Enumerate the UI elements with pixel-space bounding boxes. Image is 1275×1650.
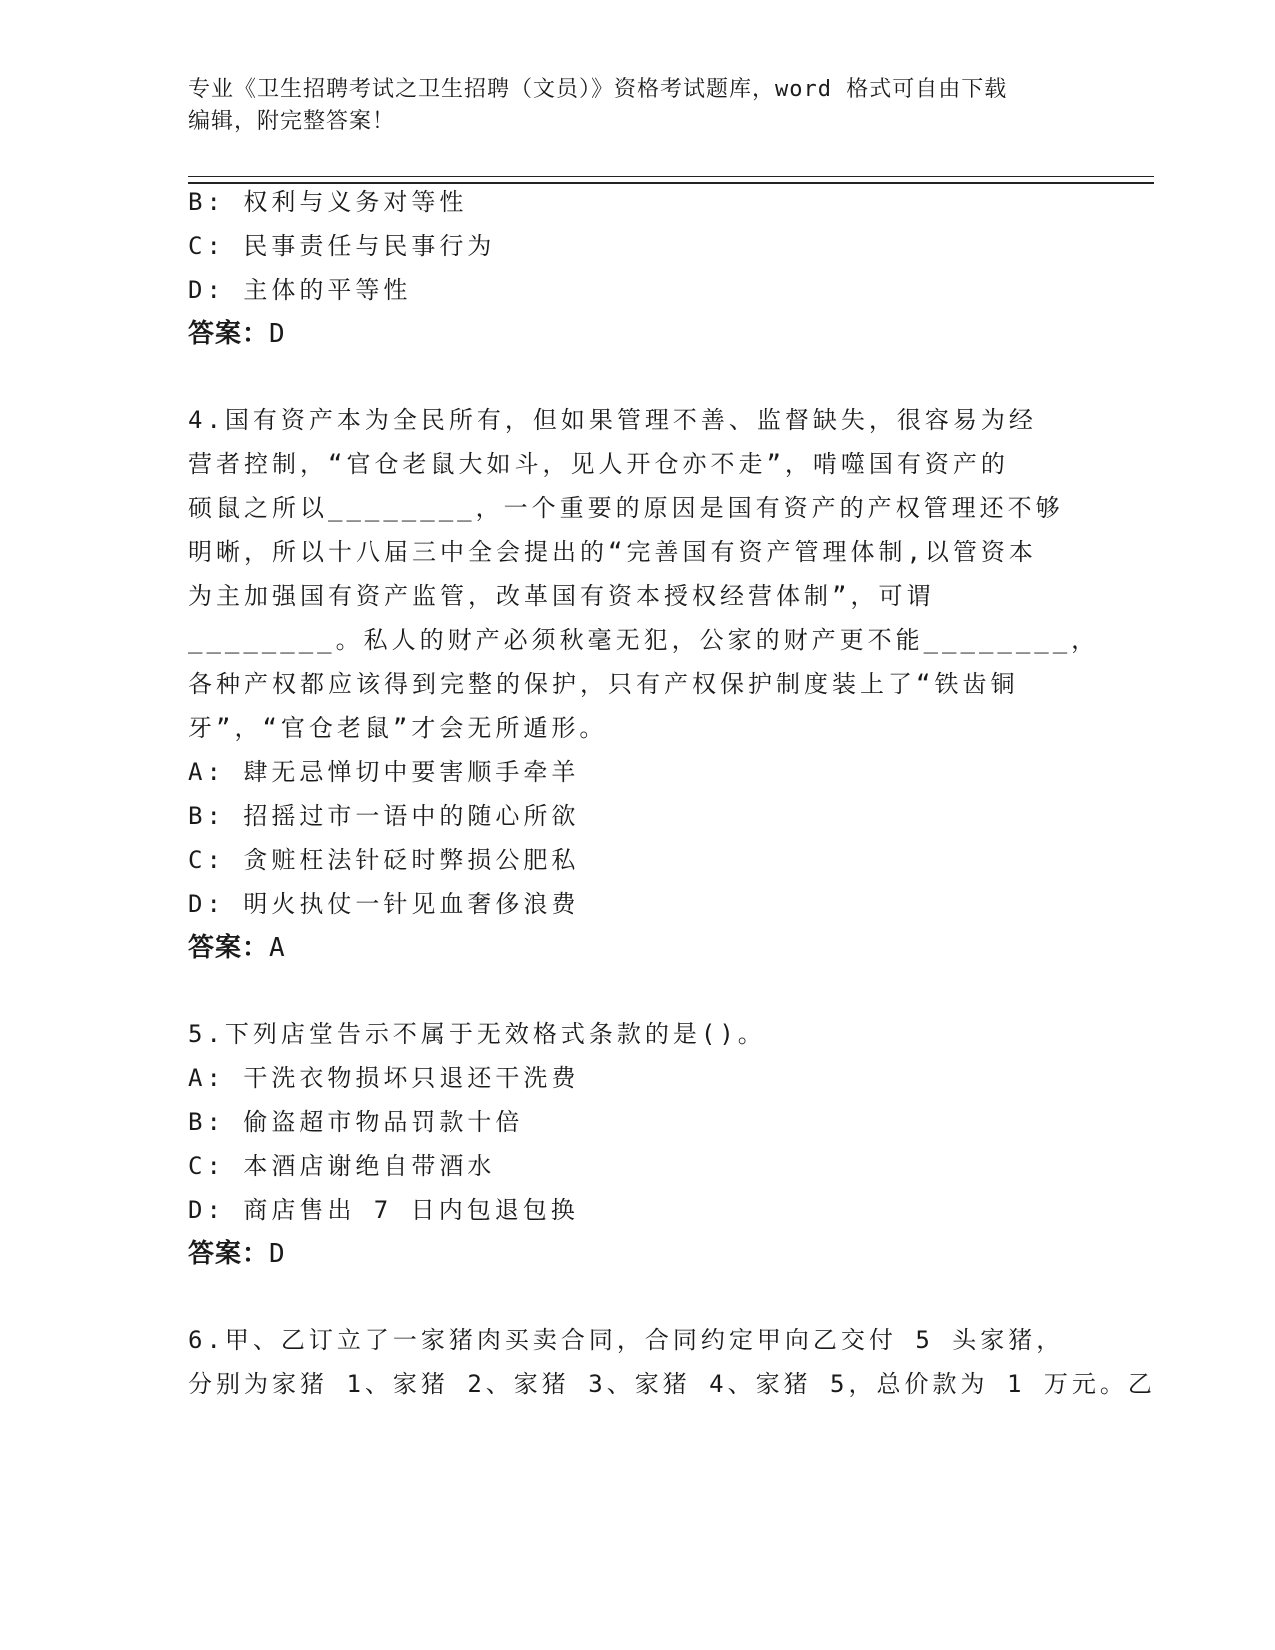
q5-option-a: A: 干洗衣物损坏只退还干洗费 — [188, 1064, 580, 1092]
answer-label: 答案： — [188, 319, 270, 349]
q4-option-a: A: 肆无忌惮切中要害顺手牵羊 — [188, 758, 580, 786]
q5-option-c: C: 本酒店谢绝自带酒水 — [188, 1152, 496, 1180]
q6-stem-line-2: 分别为家猪 1、家猪 2、家猪 3、家猪 4、家猪 5，总价款为 1 万元。乙 — [188, 1370, 1156, 1398]
q3-answer — [188, 318, 286, 350]
q4-stem-line-5: 为主加强国有资产监管，改革国有资本授权经营体制”，可谓 — [188, 582, 935, 610]
header-line-2: 编辑，附完整答案！ — [188, 109, 396, 134]
document-header — [188, 74, 1088, 138]
answer-value: D — [269, 1239, 286, 1269]
q4-stem-line-4: 明晰，所以十八届三中全会提出的“完善国有资产管理体制,以管资本 — [188, 538, 1037, 566]
q5-stem: 5.下列店堂告示不属于无效格式条款的是()。 — [188, 1020, 766, 1048]
q6-stem-line-1: 6.甲、乙订立了一家猪肉买卖合同，合同约定甲向乙交付 5 头家猪， — [188, 1326, 1065, 1354]
q3-option-d: D: 主体的平等性 — [188, 276, 412, 304]
q5-option-d: D: 商店售出 7 日内包退包换 — [188, 1196, 579, 1224]
q3-option-b: B: 权利与义务对等性 — [188, 188, 468, 216]
q4-stem-line-6: ________。私人的财产必须秋毫无犯，公家的财产更不能________， — [188, 626, 1100, 654]
q4-option-d: D: 明火执仗一针见血奢侈浪费 — [188, 890, 580, 918]
q4-answer — [188, 932, 286, 964]
q4-stem-line-8: 牙”，“官仓老鼠”才会无所遁形。 — [188, 714, 608, 742]
q5-answer — [188, 1238, 286, 1270]
answer-label: 答案： — [188, 1239, 270, 1269]
header-divider-thick — [188, 182, 1154, 184]
q4-stem-line-2: 营者控制，“官仓老鼠大如斗，见人开仓亦不走”，啃噬国有资产的 — [188, 450, 1009, 478]
q3-option-c: C: 民事责任与民事行为 — [188, 232, 496, 260]
q4-stem-line-3: 硕鼠之所以________，一个重要的原因是国有资产的产权管理还不够 — [188, 494, 1064, 522]
q5-option-b: B: 偷盗超市物品罚款十倍 — [188, 1108, 524, 1136]
q4-option-c: C: 贪赃枉法针砭时弊损公肥私 — [188, 846, 580, 874]
header-line-1: 专业《卫生招聘考试之卫生招聘（文员）》资格考试题库，word 格式可自由下载 — [188, 77, 1008, 102]
answer-value: D — [269, 319, 286, 349]
answer-value: A — [269, 933, 286, 963]
q4-stem-line-1: 4.国有资产本为全民所有，但如果管理不善、监督缺失，很容易为经 — [188, 406, 1037, 434]
q4-stem-line-7: 各种产权都应该得到完整的保护，只有产权保护制度装上了“铁齿铜 — [188, 670, 1019, 698]
header-divider-thin — [188, 176, 1154, 177]
q4-option-b: B: 招摇过市一语中的随心所欲 — [188, 802, 580, 830]
answer-label: 答案： — [188, 933, 270, 963]
